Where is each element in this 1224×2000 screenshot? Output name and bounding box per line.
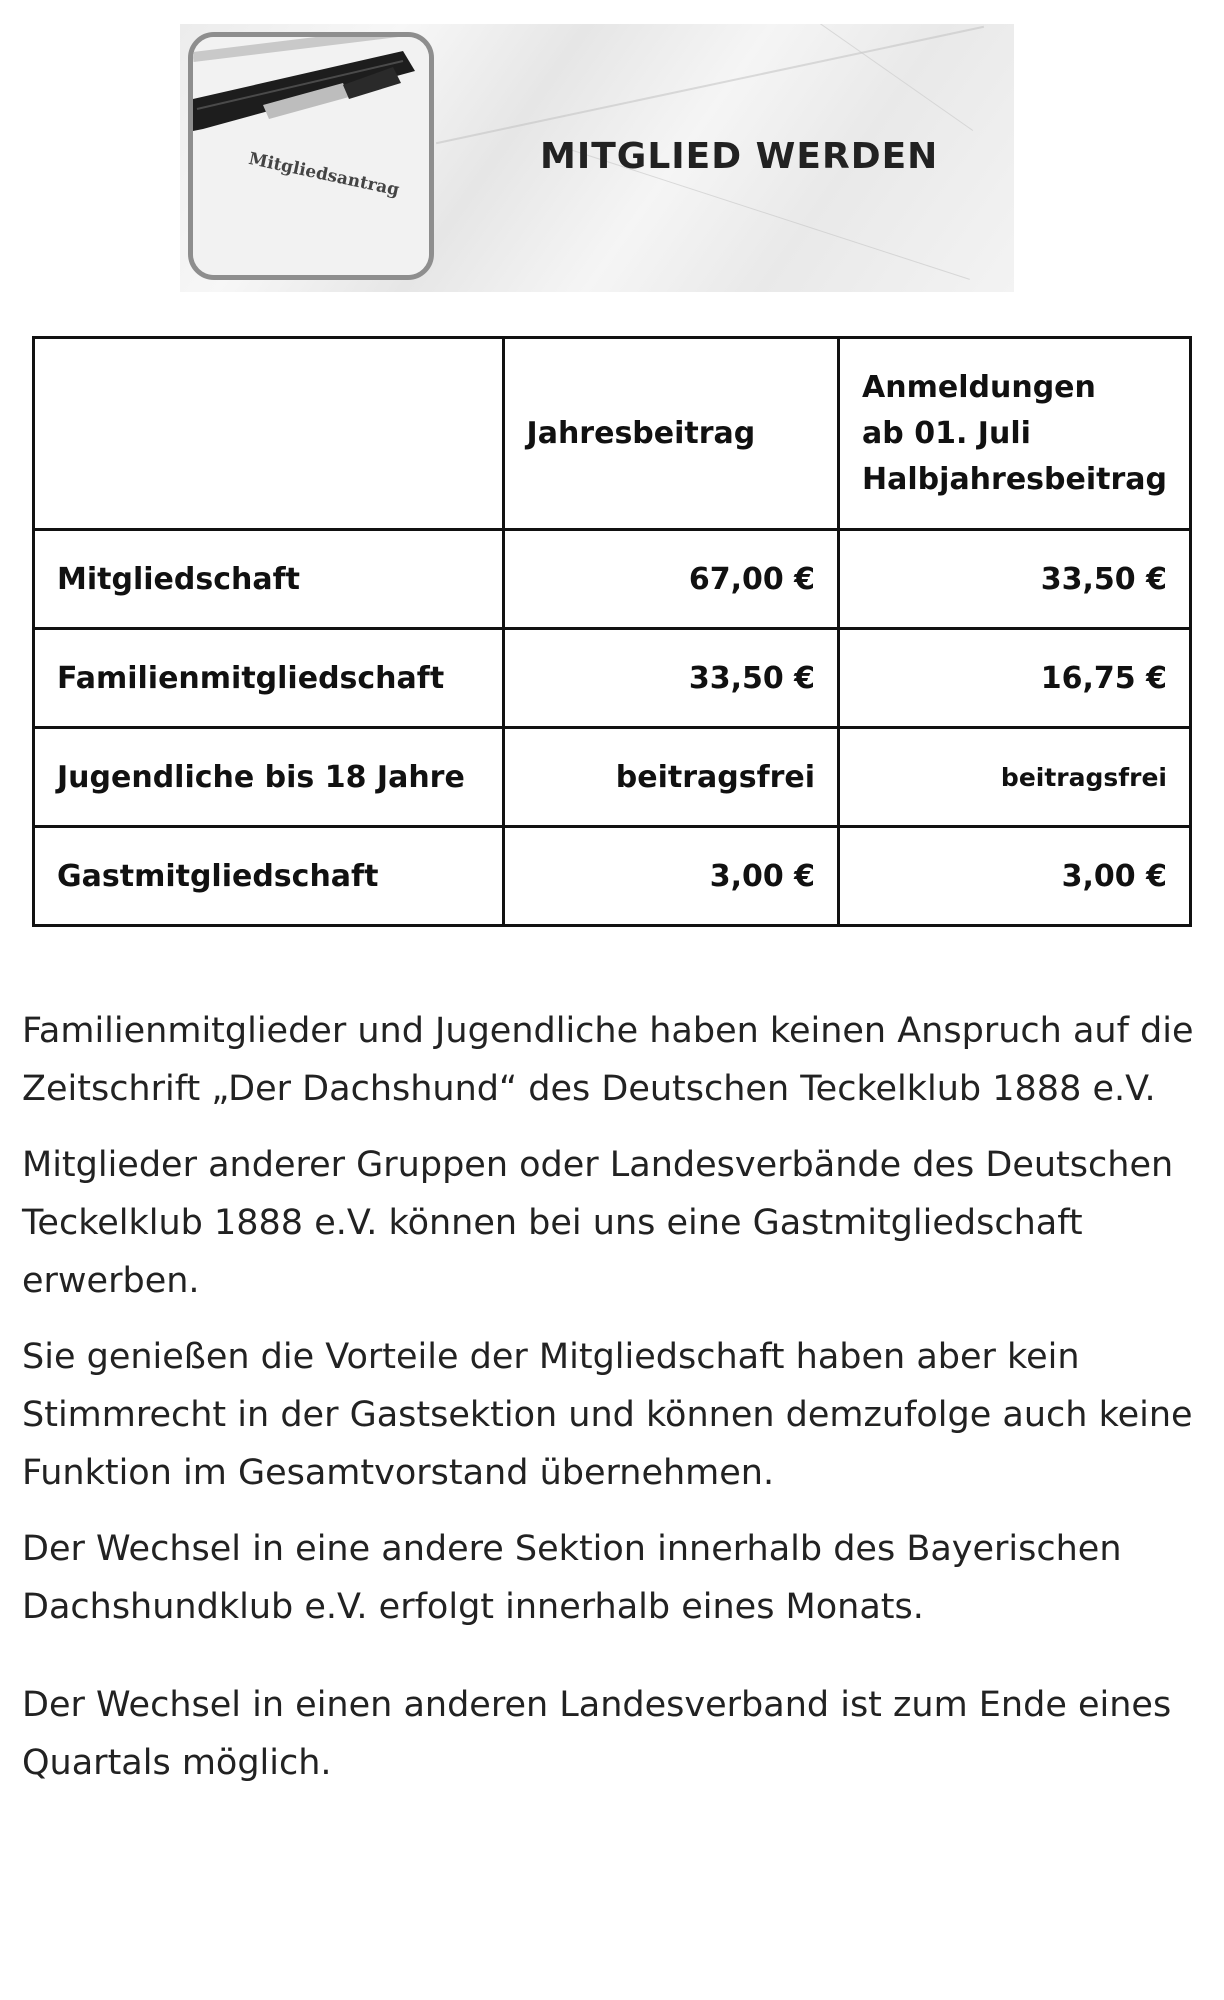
paragraph: Der Wechsel in einen anderen Landesverband ist zum Ende eines Quartals möglich. xyxy=(22,1685,1172,1783)
table-row xyxy=(34,728,1191,827)
half-year-fee: 33,50 € xyxy=(839,530,1191,629)
half-year-fee: beitragsfrei xyxy=(839,728,1191,827)
table-row xyxy=(34,629,1191,728)
marble-vein xyxy=(436,26,984,144)
marble-vein xyxy=(727,24,973,131)
header-empty-cell xyxy=(34,338,504,530)
header-annual-fee: Jahresbeitrag xyxy=(503,338,839,530)
application-form-photo xyxy=(188,32,434,280)
half-year-fee: 16,75 € xyxy=(839,629,1191,728)
page-title: MITGLIED WERDEN xyxy=(540,136,939,177)
paragraph: Mitglieder anderer Gruppen oder Landesverbände des Deutschen Teckelklub 1888 e.V. können bei uns eine Gastmitgliedschaft erwerben. xyxy=(22,1145,1174,1301)
annual-fee: 67,00 € xyxy=(503,530,839,629)
fee-table xyxy=(32,336,1192,927)
photo-caption: Mitgliedsantrag xyxy=(246,149,401,201)
membership-type: Familienmitgliedschaft xyxy=(34,629,504,728)
annual-fee: beitragsfrei xyxy=(503,728,839,827)
paragraph: Der Wechsel in eine andere Sektion innerhalb des Bayerischen Dachshundklub e.V. erfolgt innerhalb eines Monats. xyxy=(22,1529,1122,1627)
membership-type: Jugendliche bis 18 Jahre xyxy=(34,728,504,827)
pen-icon xyxy=(193,37,434,280)
annual-fee: 33,50 € xyxy=(503,629,839,728)
header-half-year-fee xyxy=(839,338,1191,530)
membership-type: Mitgliedschaft xyxy=(34,530,504,629)
table-header-row xyxy=(34,338,1191,530)
header-line: Halbjahresbeitrag xyxy=(862,461,1167,497)
header-banner xyxy=(180,24,1014,292)
table-row xyxy=(34,827,1191,926)
half-year-fee: 3,00 € xyxy=(839,827,1191,926)
paragraph: Sie genießen die Vorteile der Mitgliedschaft haben aber kein Stimmrecht in der Gastsektion und können demzufolge auch keine Funktion im Gesamtvorstand übernehmen. xyxy=(22,1337,1193,1493)
info-text xyxy=(22,1002,1202,1810)
header-line: Anmeldungen xyxy=(862,369,1096,405)
paragraph: Familienmitglieder und Jugendliche haben keinen Anspruch auf die Zeitschrift „Der Dachshund“ des Deutschen Teckelklub 1888 e.V. xyxy=(22,1011,1194,1109)
table-row xyxy=(34,530,1191,629)
membership-type: Gastmitgliedschaft xyxy=(34,827,504,926)
header-line: ab 01. Juli xyxy=(862,415,1031,451)
annual-fee: 3,00 € xyxy=(503,827,839,926)
